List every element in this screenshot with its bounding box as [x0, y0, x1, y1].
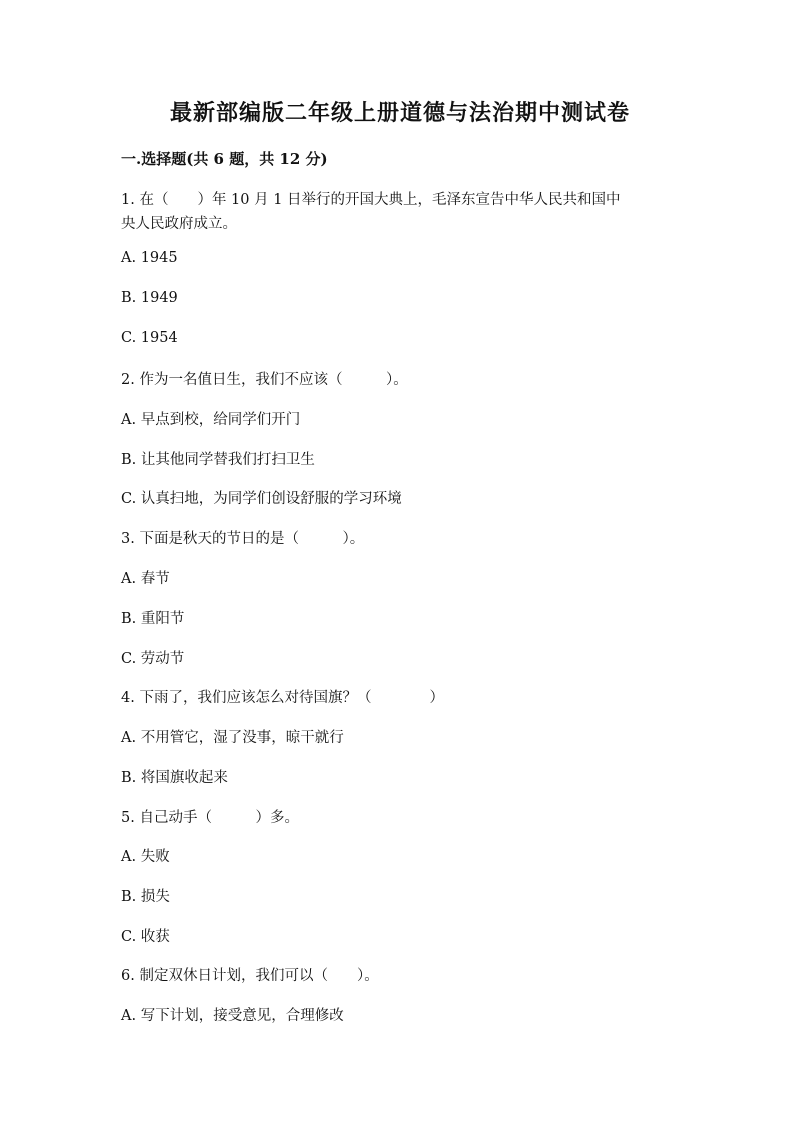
- question-5-option-a: A. 失败: [121, 849, 170, 865]
- question-5-stem: 5. 自己动手（ ）多。: [121, 810, 299, 826]
- page-title: 最新部编版二年级上册道德与法治期中测试卷: [169, 100, 630, 126]
- question-3-option-b: B. 重阳节: [121, 611, 185, 627]
- question-1-option-b: B. 1949: [121, 290, 178, 306]
- question-2-option-b: B. 让其他同学替我们打扫卫生: [121, 452, 315, 468]
- question-2-option-a: A. 早点到校，给同学们开门: [121, 412, 301, 428]
- question-3-stem: 3. 下面是秋天的节日的是（ ）。: [121, 531, 365, 547]
- question-6-stem: 6. 制定双休日计划，我们可以（ ）。: [121, 968, 379, 984]
- question-2-stem: 2. 作为一名值日生，我们不应该（ ）。: [121, 372, 408, 388]
- question-5-option-b: B. 损失: [121, 889, 170, 905]
- section-heading: 一.选择题(共 6 题，共 12 分): [121, 150, 328, 168]
- question-4-option-a: A. 不用管它，湿了没事，晾干就行: [121, 730, 344, 746]
- question-3-option-a: A. 春节: [121, 571, 170, 587]
- question-3-option-c: C. 劳动节: [121, 651, 185, 667]
- question-1-stem-line-2: 央人民政府成立。: [121, 216, 237, 232]
- question-4-option-b: B. 将国旗收起来: [121, 770, 228, 786]
- question-1-option-a: A. 1945: [121, 250, 178, 266]
- question-4-stem: 4. 下雨了，我们应该怎么对待国旗？（ ）: [121, 690, 444, 706]
- question-1-stem-line-1: 1. 在（ ）年 10 月 1 日举行的开国大典上，毛泽东宣告中华人民共和国中: [121, 192, 621, 208]
- question-1-option-c: C. 1954: [121, 330, 178, 346]
- question-2-option-c: C. 认真扫地，为同学们创设舒服的学习环境: [121, 491, 402, 507]
- question-6-option-a: A. 写下计划，接受意见，合理修改: [121, 1008, 344, 1024]
- question-5-option-c: C. 收获: [121, 929, 170, 945]
